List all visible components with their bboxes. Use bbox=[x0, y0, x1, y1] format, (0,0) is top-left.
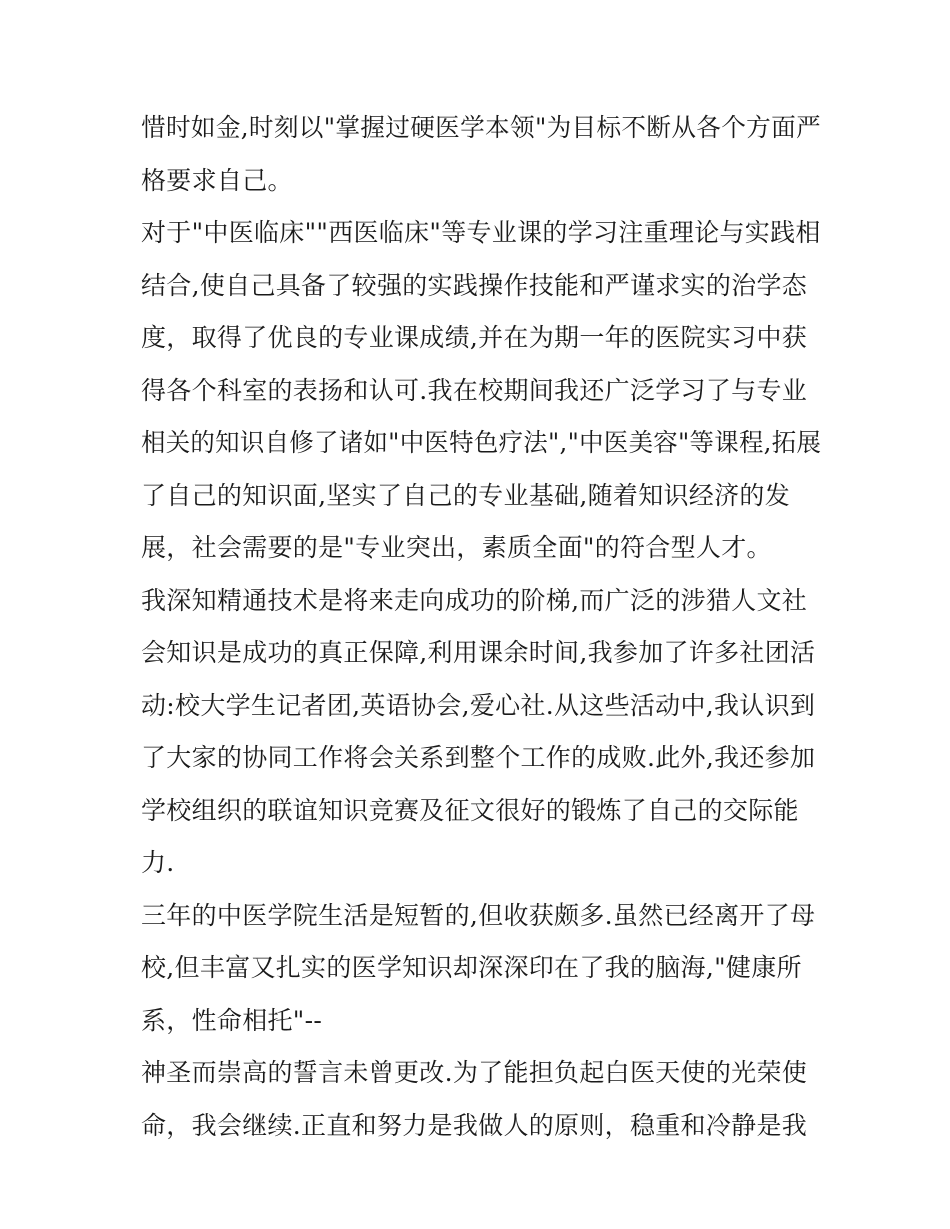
text-line: 神圣而崇高的誓言未曾更改.为了能担负起白医天使的光荣使 bbox=[141, 1058, 808, 1087]
text-line: 校,但丰富又扎实的医学知识却深深印在了我的脑海,"健康所 bbox=[141, 953, 802, 982]
paragraph bbox=[141, 575, 821, 890]
text-line: 我深知精通技术是将来走向成功的阶梯,而广泛的涉猎人文社 bbox=[141, 585, 808, 615]
text-line: 对于"中医临床""西医临床"等专业课的学习注重理论与实践相 bbox=[141, 218, 821, 247]
text-line: 命，我会继续.正直和努力是我做人的原则，稳重和冷静是我 bbox=[141, 1110, 808, 1140]
text-line: 系，性命相托"-- bbox=[141, 1005, 323, 1035]
paragraph bbox=[141, 890, 821, 1048]
document-body bbox=[141, 102, 821, 1152]
text-line: 三年的中医学院生活是短暂的,但收获颇多.虽然已经离开了母 bbox=[141, 900, 816, 930]
text-line: 了大家的协同工作将会关系到整个工作的成败.此外,我还参加 bbox=[141, 743, 816, 772]
text-line: 展，社会需要的是"专业突出，素质全面"的符合型人才。 bbox=[141, 533, 772, 562]
text-line: 格要求自己。 bbox=[141, 165, 293, 195]
text-line: 度，取得了优良的专业课成绩,并在为期一年的医院实习中获 bbox=[141, 323, 808, 352]
text-line: 会知识是成功的真正保障,利用课余时间,我参加了许多社团活 bbox=[141, 638, 816, 667]
text-line: 得各个科室的表扬和认可.我在校期间我还广泛学习了与专业 bbox=[141, 375, 808, 405]
text-line: 相关的知识自修了诸如"中医特色疗法","中医美容"等课程,拓展 bbox=[141, 428, 822, 457]
text-line: 学校组织的联谊知识竞赛及征文很好的锻炼了自己的交际能 bbox=[141, 795, 799, 825]
text-line: 结合,使自己具备了较强的实践操作技能和严谨求实的治学态 bbox=[141, 270, 808, 300]
paragraph bbox=[141, 207, 821, 575]
paragraph bbox=[141, 102, 821, 207]
text-line: 力. bbox=[141, 848, 175, 877]
paragraph bbox=[141, 1047, 821, 1152]
text-line: 动:校大学生记者团,英语协会,爱心社.从这些活动中,我认识到 bbox=[141, 690, 816, 720]
text-line: 惜时如金,时刻以"掌握过硬医学本领"为目标不断从各个方面严 bbox=[141, 113, 822, 142]
text-line: 了自己的知识面,坚实了自己的专业基础,随着知识经济的发 bbox=[141, 480, 790, 510]
